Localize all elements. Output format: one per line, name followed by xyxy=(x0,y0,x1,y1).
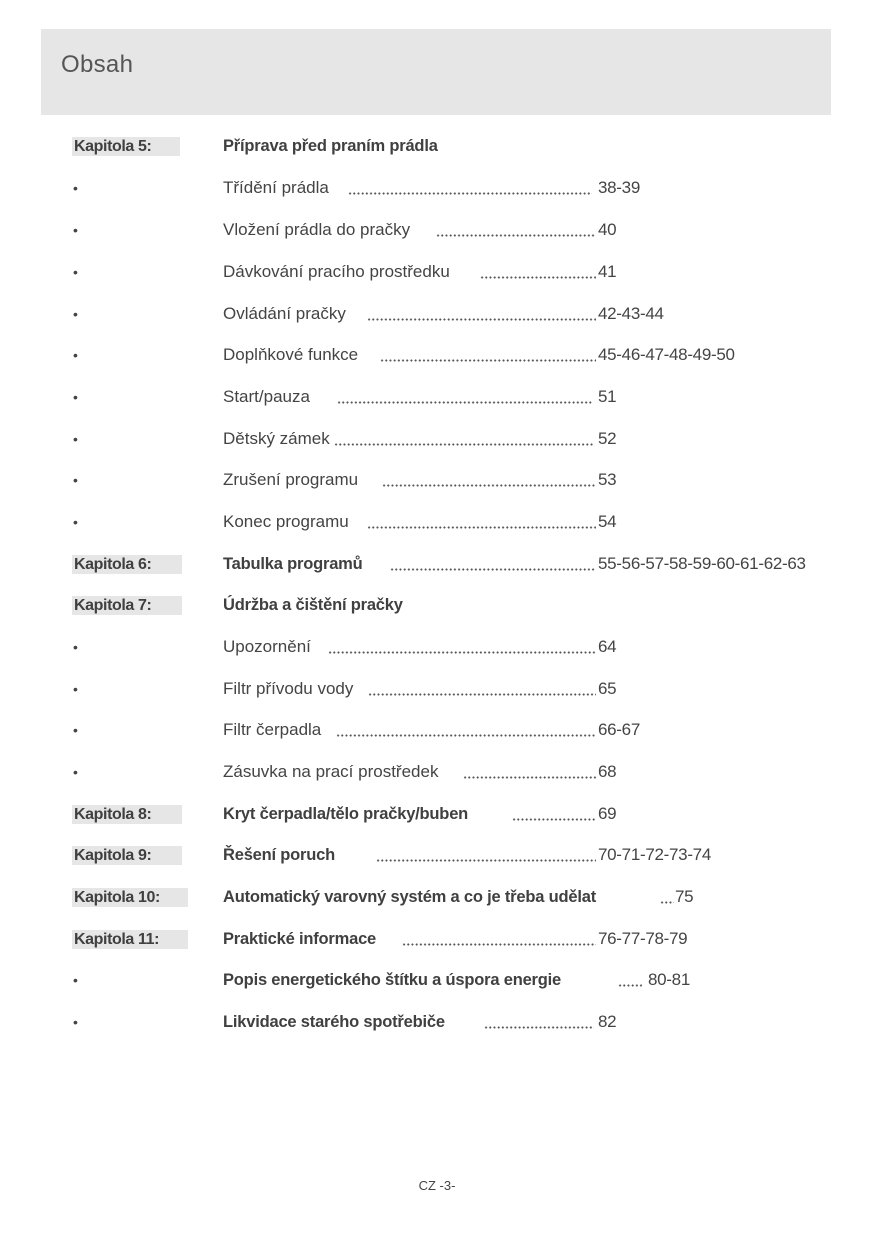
toc-chapter-row[interactable] xyxy=(0,885,874,915)
toc-entry-row[interactable] xyxy=(0,260,874,290)
dot-leader xyxy=(463,776,596,779)
bullet: • xyxy=(73,347,78,363)
bullet: • xyxy=(73,306,78,322)
page-number: 40 xyxy=(598,220,617,239)
bullet: • xyxy=(73,431,78,447)
dot-leader xyxy=(390,568,596,571)
entry-title: Automatický varovný systém a co je třeba udělat xyxy=(223,888,597,906)
toc-entry-row[interactable] xyxy=(0,510,874,540)
page-number: 51 xyxy=(598,387,617,406)
bullet: • xyxy=(73,264,78,280)
entry-title: Upozornění xyxy=(223,637,311,656)
toc-entry-row[interactable] xyxy=(0,385,874,415)
page-number: 53 xyxy=(598,470,617,489)
page-number: 75 xyxy=(675,887,694,906)
entry-title: Vložení prádla do pračky xyxy=(223,220,411,239)
dot-leader xyxy=(334,443,594,446)
page-number: 82 xyxy=(598,1012,617,1031)
toc-entry-row[interactable] xyxy=(0,968,874,998)
entry-title: Kryt čerpadla/tělo pračky/buben xyxy=(223,805,469,823)
bullet: • xyxy=(73,180,78,196)
entry-title: Ovládání pračky xyxy=(223,304,346,323)
page-footer: CZ -3- xyxy=(418,1178,456,1193)
entry-title: Konec programu xyxy=(223,512,349,531)
chapter-label: Kapitola 11: xyxy=(72,930,188,949)
page-number: 64 xyxy=(598,637,617,656)
toc-entry-row[interactable] xyxy=(0,302,874,332)
dot-leader xyxy=(367,318,596,321)
toc-entry-row[interactable] xyxy=(0,427,874,457)
entry-title: Filtr čerpadla xyxy=(223,720,322,739)
page-number: 76-77-78-79 xyxy=(598,929,688,948)
toc-entry-row[interactable] xyxy=(0,218,874,248)
dot-leader xyxy=(484,1026,594,1029)
entry-title: Zrušení programu xyxy=(223,470,359,489)
toc-chapter-row[interactable] xyxy=(0,134,874,164)
header-bar xyxy=(41,29,831,115)
bullet: • xyxy=(73,514,78,530)
entry-title: Likvidace starého spotřebiče xyxy=(223,1013,445,1031)
bullet: • xyxy=(73,681,78,697)
bullet: • xyxy=(73,389,78,405)
entry-title: Filtr přívodu vody xyxy=(223,679,354,698)
page-number: 65 xyxy=(598,679,617,698)
entry-title: Údržba a čištění pračky xyxy=(223,596,403,614)
page-number: 80-81 xyxy=(648,970,690,989)
dot-leader xyxy=(380,359,596,362)
bullet: • xyxy=(73,639,78,655)
dot-leader xyxy=(348,192,592,195)
entry-title: Tabulka programů xyxy=(223,555,363,573)
page-number: 55-56-57-58-59-60-61-62-63 xyxy=(598,554,806,573)
bullet: • xyxy=(73,222,78,238)
page-number: 54 xyxy=(598,512,617,531)
entry-title: Dětský zámek xyxy=(223,429,330,448)
toc-entry-row[interactable] xyxy=(0,1010,874,1040)
page-number: 68 xyxy=(598,762,617,781)
entry-title: Praktické informace xyxy=(223,930,377,948)
chapter-label: Kapitola 9: xyxy=(72,846,182,865)
toc-chapter-row[interactable] xyxy=(0,843,874,873)
toc-entry-row[interactable] xyxy=(0,677,874,707)
entry-title: Doplňkové funkce xyxy=(223,345,359,364)
bullet: • xyxy=(73,972,78,988)
page-number: 66-67 xyxy=(598,720,640,739)
chapter-label: Kapitola 8: xyxy=(72,805,182,824)
page-number: 38-39 xyxy=(598,178,640,197)
dot-leader xyxy=(436,234,596,237)
dot-leader xyxy=(376,859,596,862)
dot-leader xyxy=(512,818,596,821)
toc-chapter-row[interactable] xyxy=(0,802,874,832)
entry-title: Třídění prádla xyxy=(223,178,329,197)
entry-title: Popis energetického štítku a úspora energie xyxy=(223,971,562,989)
toc-entry-row[interactable] xyxy=(0,176,874,206)
chapter-label: Kapitola 6: xyxy=(72,555,182,574)
page-title: Obsah xyxy=(61,51,134,78)
chapter-label: Kapitola 5: xyxy=(72,137,180,156)
dot-leader xyxy=(368,693,596,696)
toc-entry-row[interactable] xyxy=(0,718,874,748)
toc-entry-row[interactable] xyxy=(0,760,874,790)
toc-entry-row[interactable] xyxy=(0,468,874,498)
bullet: • xyxy=(73,722,78,738)
page-number: 45-46-47-48-49-50 xyxy=(598,345,735,364)
toc-chapter-row[interactable] xyxy=(0,552,874,582)
dot-leader xyxy=(367,526,596,529)
entry-title: Zásuvka na prací prostředek xyxy=(223,762,439,781)
dot-leader xyxy=(336,734,596,737)
toc-chapter-row[interactable] xyxy=(0,927,874,957)
page-number: 42-43-44 xyxy=(598,304,664,323)
bullet: • xyxy=(73,472,78,488)
toc-entry-row[interactable] xyxy=(0,635,874,665)
page-number: 70-71-72-73-74 xyxy=(598,845,711,864)
page-number: 41 xyxy=(598,262,617,281)
dot-leader xyxy=(660,901,674,904)
chapter-label: Kapitola 7: xyxy=(72,596,182,615)
page-number: 52 xyxy=(598,429,617,448)
dot-leader xyxy=(618,984,642,987)
dot-leader xyxy=(382,484,596,487)
entry-title: Start/pauza xyxy=(223,387,310,406)
bullet: • xyxy=(73,1014,78,1030)
entry-title: Dávkování pracího prostředku xyxy=(223,262,450,281)
dot-leader xyxy=(402,943,596,946)
dot-leader xyxy=(328,651,596,654)
entry-title: Řešení poruch xyxy=(223,846,336,864)
toc-entry-row[interactable] xyxy=(0,343,874,373)
dot-leader xyxy=(480,276,596,279)
chapter-label: Kapitola 10: xyxy=(72,888,188,907)
bullet: • xyxy=(73,764,78,780)
page-number: 69 xyxy=(598,804,617,823)
toc-chapter-row[interactable] xyxy=(0,593,874,623)
entry-title: Příprava před praním prádla xyxy=(223,137,438,155)
dot-leader xyxy=(337,401,593,404)
